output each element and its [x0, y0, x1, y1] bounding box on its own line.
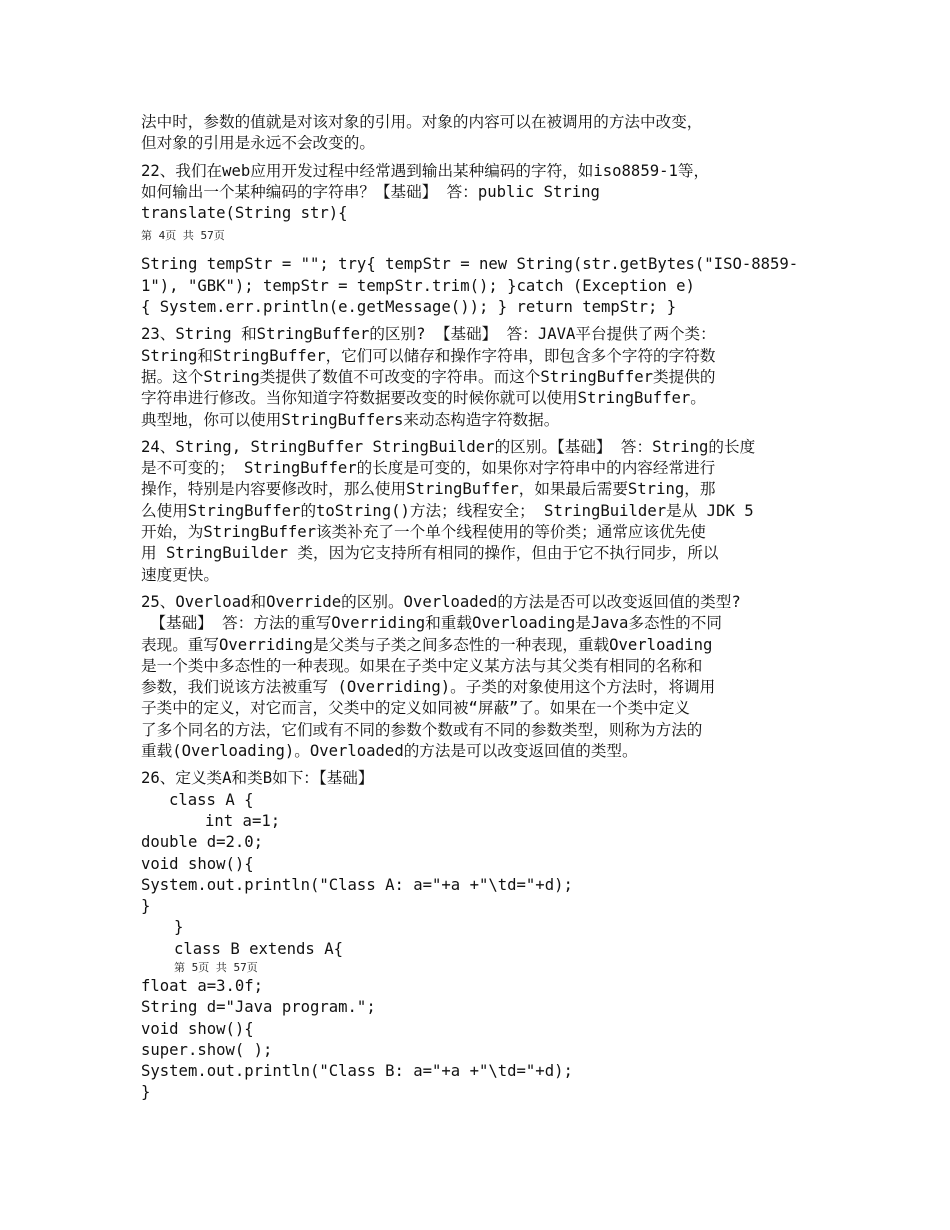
text-line: 表现。重写Overriding是父类与子类之间多态性的一种表现，重载Overloading: [141, 635, 713, 654]
text-line: 用 StringBuilder 类，因为它支持所有相同的操作，但由于它不执行同步，所以: [141, 544, 719, 563]
code-line: double d=2.0;: [141, 833, 264, 852]
text-line: 24、String, StringBuffer StringBuilder的区别。【基础】 答：String的长度: [141, 437, 756, 456]
text-line: 了多个同名的方法，它们或有不同的参数个数或有不同的参数类型，则称为方法的: [141, 720, 703, 739]
page-footer: 第 5页 共 57页: [174, 960, 258, 974]
text-line: 典型地，你可以使用StringBuffers来动态构造字符数据。: [141, 410, 560, 429]
text-line: 26、定义类A和类B如下：【基础】: [141, 769, 374, 788]
text-line: 法中时，参数的值就是对该对象的引用。对象的内容可以在被调用的方法中改变，: [141, 113, 703, 131]
document-page: [141, 112, 813, 1104]
code-line: System.out.println("Class B: a="+a +"\td="+d);: [141, 1062, 573, 1081]
text-line: 是不可变的； StringBuffer的长度是可变的，如果你对字符串中的内容经常进行: [141, 459, 716, 478]
text-line: translate(String str){: [141, 204, 348, 223]
text-line: 【基础】 答：方法的重写Overriding和重载Overloading是Java多态性的不同: [141, 614, 722, 633]
text-line: 么使用StringBuffer的toString()方法；线程安全； StringBuilder是从 JDK 5: [141, 501, 754, 520]
code-line: super.show( );: [141, 1040, 273, 1059]
text-line: 子类中的定义，对它而言，父类中的定义如同被“屏蔽”了。如果在一个类中定义: [141, 699, 690, 718]
page-footer: 第 4页 共 57页: [141, 229, 225, 243]
text-line: 重载(Overloading)。Overloaded的方法是可以改变返回值的类型。: [141, 742, 638, 761]
text-line: 字符串进行修改。当你知道字符数据要改变的时候你就可以使用StringBuffer。: [141, 389, 706, 408]
text-line: 如何输出一个某种编码的字符串？【基础】 答：public String: [141, 182, 600, 201]
code-line: String tempStr = ""; try{ tempStr = new String(str.getBytes("ISO-8859-: [141, 255, 799, 274]
code-line: void show(){: [141, 854, 254, 873]
code-line: class A {: [169, 790, 254, 809]
code-line: void show(){: [141, 1019, 254, 1038]
text-line: 操作，特别是内容要修改时，那么使用StringBuffer，如果最后需要String，那: [141, 480, 716, 499]
text-line: 22、我们在web应用开发过程中经常遇到输出某种编码的字符，如iso8859-1等，: [141, 161, 710, 180]
text-line: 参数，我们说该方法被重写 (Overriding)。子类的对象使用这个方法时，将调用: [141, 678, 716, 697]
text-line: 开始，为StringBuffer该类补充了一个单个线程使用的等价类；通常应该优先使: [141, 523, 706, 542]
text-line: 是一个类中多态性的一种表现。如果在子类中定义某方法与其父类有相同的名称和: [141, 656, 703, 675]
text-line: 速度更快。: [141, 565, 219, 584]
code-line: }: [141, 1083, 151, 1102]
text-line: String和StringBuffer，它们可以储存和操作字符串，即包含多个字符的字符数: [141, 346, 716, 365]
code-line: System.out.println("Class A: a="+a +"\td="+d);: [141, 875, 573, 894]
code-line: { System.err.println(e.getMessage()); } return tempStr; }: [141, 298, 677, 317]
text-line: 25、Overload和Override的区别。Overloaded的方法是否可以改变返回值的类型?: [141, 592, 741, 611]
code-line: int a=1;: [205, 811, 281, 830]
code-line: }: [141, 897, 151, 916]
code-line: float a=3.0f;: [141, 976, 264, 995]
code-line: }: [174, 918, 184, 937]
code-line: 1"), "GBK"); tempStr = tempStr.trim(); }catch (Exception e): [141, 276, 695, 295]
code-line: class B extends A{: [174, 939, 343, 958]
code-line: String d="Java program.";: [141, 998, 376, 1017]
text-line: 据。这个String类提供了数值不可改变的字符串。而这个StringBuffer类提供的: [141, 367, 716, 386]
text-line: 但对象的引用是永远不会改变的。: [141, 134, 375, 153]
text-line: 23、String 和StringBuffer的区别? 【基础】 答：JAVA平台提供了两个类：: [141, 325, 716, 344]
